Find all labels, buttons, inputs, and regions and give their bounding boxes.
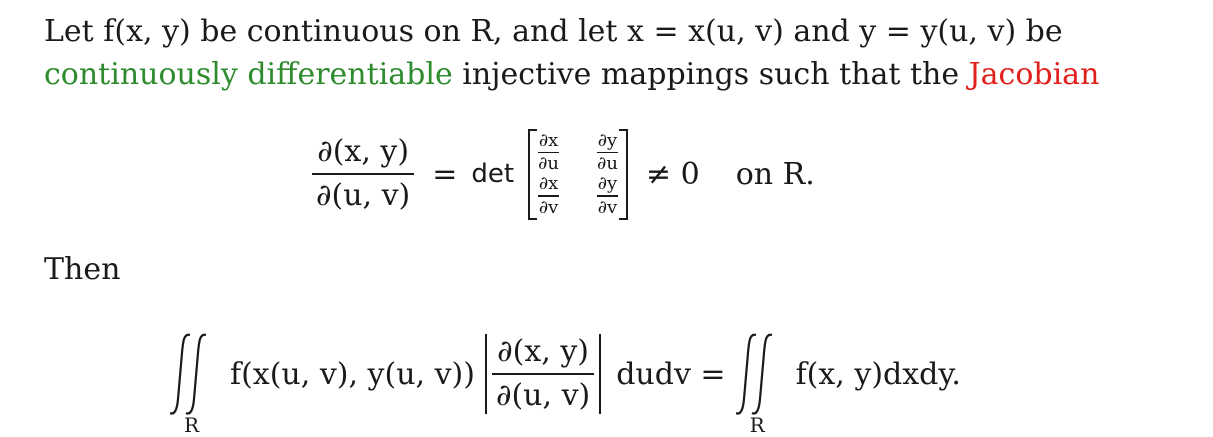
matrix-entry-21 — [538, 174, 559, 218]
not-equal-zero: ≠ 0 — [645, 156, 700, 192]
highlight-continuously-differentiable: continuously differentiable — [44, 57, 453, 92]
abs-bar-right — [599, 334, 601, 414]
abs-bar-left — [485, 334, 487, 414]
entry-12-den: ∂u — [597, 153, 618, 174]
jacobian-fraction — [312, 134, 414, 214]
partial-derivative-matrix — [528, 129, 628, 220]
double-integral-icon — [170, 329, 230, 419]
region-r-left: R — [184, 413, 200, 437]
matrix-entry-11 — [538, 131, 559, 175]
det-operator: det — [471, 159, 515, 189]
statement-line-2 — [44, 53, 1194, 96]
dudv-equals: dudv = — [616, 356, 726, 392]
fraction-bar — [312, 173, 414, 175]
abs-jacobian-denominator: ∂(u, v) — [495, 378, 591, 413]
entry-22-den: ∂v — [597, 196, 618, 218]
equals-sign: = — [432, 156, 458, 192]
jacobian-denominator: ∂(u, v) — [316, 178, 411, 213]
highlight-jacobian: Jacobian — [968, 57, 1100, 92]
abs-jacobian-fraction — [492, 334, 594, 414]
jacobian-numerator: ∂(x, y) — [317, 134, 410, 169]
integrand-right: f(x, y)dxdy. — [795, 356, 961, 392]
then-label: Then — [44, 252, 121, 287]
abs-jacobian-numerator: ∂(x, y) — [497, 334, 590, 369]
entry-22-num: ∂y — [597, 173, 618, 194]
entry-11-den: ∂u — [538, 153, 560, 174]
fraction-bar — [492, 373, 594, 375]
entry-12-num: ∂y — [597, 129, 618, 151]
double-integral-icon — [736, 329, 796, 419]
theorem-statement — [44, 10, 1194, 96]
double-integral-right — [736, 329, 796, 437]
matrix-entry-22 — [597, 174, 618, 218]
entry-21-den: ∂v — [538, 196, 559, 218]
region-r-right: R — [749, 413, 765, 437]
double-integral-left — [170, 329, 230, 437]
entry-11-num: ∂x — [538, 129, 559, 151]
on-r-text: on R. — [735, 156, 815, 192]
jacobian-equation — [312, 124, 815, 224]
entry-21-num: ∂x — [538, 173, 559, 194]
change-of-variables-formula — [170, 318, 961, 437]
statement-line-1: Let f(x, y) be continuous on R, and let x = x(u, v) and y = y(u, v) be — [44, 14, 1063, 49]
matrix-entry-12 — [597, 131, 618, 175]
integrand-left: f(x(u, v), y(u, v)) — [230, 356, 475, 392]
statement-mid-text: injective mappings such that the — [452, 57, 969, 92]
